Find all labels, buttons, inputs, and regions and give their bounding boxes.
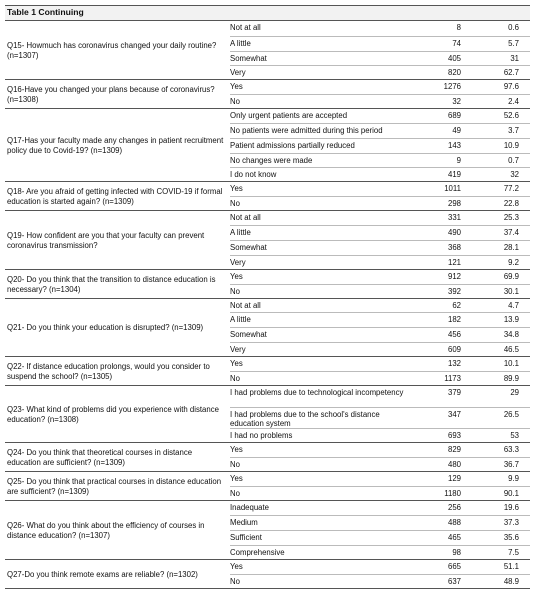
answer-options — [230, 472, 530, 500]
answer-row — [230, 443, 530, 457]
answer-row — [230, 123, 530, 138]
answer-row — [230, 284, 530, 298]
answer-row — [230, 240, 530, 255]
answer-percent: 51.1 — [503, 562, 519, 571]
answer-count: 693 — [447, 431, 461, 440]
answer-label: Yes — [230, 272, 243, 281]
answer-label: No — [230, 489, 240, 498]
answer-options — [230, 299, 530, 356]
answer-label: No — [230, 97, 240, 106]
answer-row — [230, 486, 530, 500]
answer-count: 143 — [447, 141, 461, 150]
answer-count: 74 — [452, 39, 461, 48]
answer-row — [230, 51, 530, 65]
answer-percent: 46.5 — [503, 345, 519, 354]
answer-percent: 5.7 — [508, 39, 519, 48]
answer-count: 121 — [447, 258, 461, 267]
answer-count: 456 — [447, 330, 461, 339]
answer-options — [230, 109, 530, 181]
answer-row — [230, 386, 530, 407]
answer-percent: 90.1 — [503, 489, 519, 498]
answer-row — [230, 270, 530, 284]
answer-count: 129 — [447, 474, 461, 483]
question-group — [5, 357, 530, 386]
answer-row — [230, 357, 530, 371]
answer-row — [230, 327, 530, 342]
answer-percent: 7.5 — [508, 548, 519, 557]
answer-label: Not at all — [230, 301, 261, 310]
answer-label: No — [230, 460, 240, 469]
answer-row — [230, 299, 530, 312]
answer-count: 1173 — [444, 374, 461, 383]
answer-label: No — [230, 287, 240, 296]
answer-options — [230, 211, 530, 269]
question-group — [5, 80, 530, 109]
answer-count: 392 — [447, 287, 461, 296]
answer-label: Yes — [230, 359, 243, 368]
answer-percent: 36.7 — [503, 460, 519, 469]
answer-row — [230, 574, 530, 588]
answer-label: Sufficient — [230, 533, 262, 542]
answer-label: Yes — [230, 445, 243, 454]
question-group — [5, 560, 530, 589]
answer-label: Somewhat — [230, 330, 267, 339]
answer-label: No patients were admitted during this period — [230, 126, 383, 135]
answer-count: 1180 — [444, 489, 461, 498]
answer-count: 1011 — [444, 184, 461, 193]
answer-label: No — [230, 374, 240, 383]
answer-label: No changes were made — [230, 156, 313, 165]
answer-percent: 31 — [510, 54, 519, 63]
answer-count: 820 — [447, 68, 461, 77]
answer-row — [230, 153, 530, 167]
answer-percent: 28.1 — [503, 243, 519, 252]
answer-options — [230, 443, 530, 471]
answer-label: Not at all — [230, 213, 261, 222]
question-text: Q22- If distance education prolongs, would you consider to suspend the school? (n=1305) — [7, 362, 210, 381]
answer-count: 665 — [447, 562, 461, 571]
answer-percent: 29 — [510, 388, 519, 397]
answer-percent: 37.3 — [503, 518, 519, 527]
answer-count: 912 — [447, 272, 461, 281]
answer-row — [230, 21, 530, 36]
answer-percent: 25.3 — [503, 213, 519, 222]
answer-row — [230, 515, 530, 530]
answer-row — [230, 371, 530, 385]
answer-label: Comprehensive — [230, 548, 285, 557]
answer-label: Somewhat — [230, 243, 267, 252]
answer-count: 829 — [447, 445, 461, 454]
question-group — [5, 109, 530, 182]
answer-label: Yes — [230, 474, 243, 483]
answer-percent: 19.6 — [503, 503, 519, 512]
answer-count: 637 — [447, 577, 461, 586]
answer-percent: 62.7 — [503, 68, 519, 77]
answer-percent: 13.9 — [503, 315, 519, 324]
answer-label: Only urgent patients are accepted — [230, 111, 348, 120]
answer-count: 98 — [452, 548, 461, 557]
question-text: Q20- Do you think that the transition to distance education is necessary? (n=1304) — [7, 275, 216, 294]
answer-row — [230, 182, 530, 196]
answer-row — [230, 560, 530, 574]
answer-percent: 69.9 — [503, 272, 519, 281]
answer-count: 480 — [447, 460, 461, 469]
answer-row — [230, 312, 530, 327]
answer-percent: 77.2 — [503, 184, 519, 193]
question-group — [5, 270, 530, 299]
answer-percent: 10.9 — [503, 141, 519, 150]
question-group — [5, 299, 530, 357]
answer-percent: 53 — [510, 431, 519, 440]
answer-label: No — [230, 199, 240, 208]
answer-label: A little — [230, 39, 251, 48]
answer-row — [230, 472, 530, 486]
answer-percent: 9.2 — [508, 258, 519, 267]
answer-label: Medium — [230, 518, 258, 527]
question-text: Q23- What kind of problems did you experience with distance education? (n=1308) — [7, 405, 219, 424]
answer-row — [230, 167, 530, 181]
answer-percent: 0.7 — [508, 156, 519, 165]
answer-row — [230, 342, 530, 356]
answer-row — [230, 94, 530, 108]
answer-count: 488 — [447, 518, 461, 527]
answer-count: 368 — [447, 243, 461, 252]
answer-label: A little — [230, 228, 251, 237]
answer-percent: 2.4 — [508, 97, 519, 106]
answer-row — [230, 407, 530, 428]
answer-percent: 97.6 — [503, 82, 519, 91]
answer-percent: 37.4 — [503, 228, 519, 237]
question-text: Q17-Has your faculty made any changes in patient recruitment policy due to Covid-19? (n=1309) — [7, 136, 224, 155]
answer-count: 609 — [447, 345, 461, 354]
question-text: Q24- Do you think that theoretical courses in distance education are sufficient? (n=1309) — [7, 448, 193, 467]
answer-count: 182 — [447, 315, 461, 324]
answer-row — [230, 109, 530, 123]
answer-row — [230, 530, 530, 545]
answer-count: 32 — [452, 97, 461, 106]
answer-percent: 9.9 — [508, 474, 519, 483]
question-text: Q21- Do you think your education is disrupted? (n=1309) — [7, 323, 204, 333]
question-group — [5, 211, 530, 270]
answer-percent: 10.1 — [503, 359, 519, 368]
answer-count: 132 — [447, 359, 461, 368]
answer-row — [230, 545, 530, 559]
answer-label: A little — [230, 315, 251, 324]
answer-label: Patient admissions partially reduced — [230, 141, 355, 150]
question-text: Q27-Do you think remote exams are reliable? (n=1302) — [7, 569, 198, 579]
answer-label: I do not know — [230, 170, 277, 179]
answer-options — [230, 21, 530, 79]
answer-options — [230, 80, 530, 108]
answer-percent: 0.6 — [508, 23, 519, 32]
answer-label: I had problems due to technological incompetency — [230, 388, 404, 397]
answer-row — [230, 501, 530, 515]
answer-count: 347 — [447, 410, 461, 419]
answer-label: Yes — [230, 562, 243, 571]
answer-percent: 32 — [510, 170, 519, 179]
answer-row — [230, 457, 530, 471]
answer-options — [230, 501, 530, 559]
answer-row — [230, 65, 530, 79]
answer-label: Very — [230, 68, 246, 77]
answer-count: 1276 — [443, 82, 461, 91]
answer-label: Inadequate — [230, 503, 270, 512]
answer-count: 49 — [452, 126, 461, 135]
answer-row — [230, 225, 530, 240]
answer-count: 8 — [456, 23, 461, 32]
answer-label: Yes — [230, 184, 243, 193]
answer-label: I had problems due to the school's distance education system — [230, 410, 380, 428]
answer-label: Very — [230, 258, 246, 267]
answer-percent: 3.7 — [508, 126, 519, 135]
answer-count: 9 — [456, 156, 461, 165]
survey-table — [5, 5, 530, 589]
answer-row — [230, 196, 530, 210]
answer-percent: 63.3 — [503, 445, 519, 454]
question-group — [5, 501, 530, 560]
question-text: Q25- Do you think that practical courses in distance education are sufficient? (n=1309) — [7, 477, 222, 496]
answer-row — [230, 428, 530, 442]
table-body — [5, 21, 530, 589]
answer-count: 689 — [447, 111, 461, 120]
answer-options — [230, 386, 530, 442]
answer-count: 62 — [452, 301, 461, 310]
answer-count: 419 — [447, 170, 461, 179]
answer-count: 256 — [447, 503, 461, 512]
answer-row — [230, 255, 530, 269]
question-text: Q15- Howmuch has coronavirus changed your daily routine? (n=1307) — [7, 41, 217, 60]
answer-options — [230, 357, 530, 385]
question-group — [5, 386, 530, 443]
answer-percent: 52.6 — [503, 111, 519, 120]
answer-label: Not at all — [230, 23, 261, 32]
answer-count: 331 — [447, 213, 461, 222]
answer-label: No — [230, 577, 240, 586]
answer-label: I had no problems — [230, 431, 293, 440]
question-group — [5, 472, 530, 501]
answer-options — [230, 270, 530, 298]
table-title: Table 1 Continuing — [5, 5, 530, 21]
answer-count: 465 — [447, 533, 461, 542]
question-text: Q16-Have you changed your plans because of coronavirus? (n=1308) — [7, 85, 215, 104]
answer-percent: 34.8 — [503, 330, 519, 339]
answer-label: Somewhat — [230, 54, 267, 63]
question-group — [5, 21, 530, 80]
question-text: Q19- How confident are you that your faculty can prevent coronavirus transmission? — [7, 231, 205, 250]
question-text: Q18- Are you afraid of getting infected with COVID-19 if formal education is started again? (n=1309) — [7, 187, 223, 206]
question-group — [5, 443, 530, 472]
answer-options — [230, 560, 530, 588]
answer-percent: 22.8 — [503, 199, 519, 208]
answer-percent: 30.1 — [503, 287, 519, 296]
answer-count: 298 — [447, 199, 461, 208]
answer-percent: 4.7 — [508, 301, 519, 310]
answer-count: 490 — [447, 228, 461, 237]
answer-label: Very — [230, 345, 246, 354]
answer-row — [230, 138, 530, 153]
answer-percent: 35.6 — [503, 533, 519, 542]
answer-count: 379 — [447, 388, 461, 397]
answer-row — [230, 80, 530, 94]
answer-count: 405 — [447, 54, 461, 63]
answer-percent: 48.9 — [503, 577, 519, 586]
question-text: Q26- What do you think about the efficiency of courses in distance education? (n=1307) — [7, 521, 205, 540]
answer-row — [230, 211, 530, 225]
answer-row — [230, 36, 530, 51]
answer-label: Yes — [230, 82, 243, 91]
answer-options — [230, 182, 530, 210]
answer-percent: 26.5 — [503, 410, 519, 419]
question-group — [5, 182, 530, 211]
answer-percent: 89.9 — [503, 374, 519, 383]
